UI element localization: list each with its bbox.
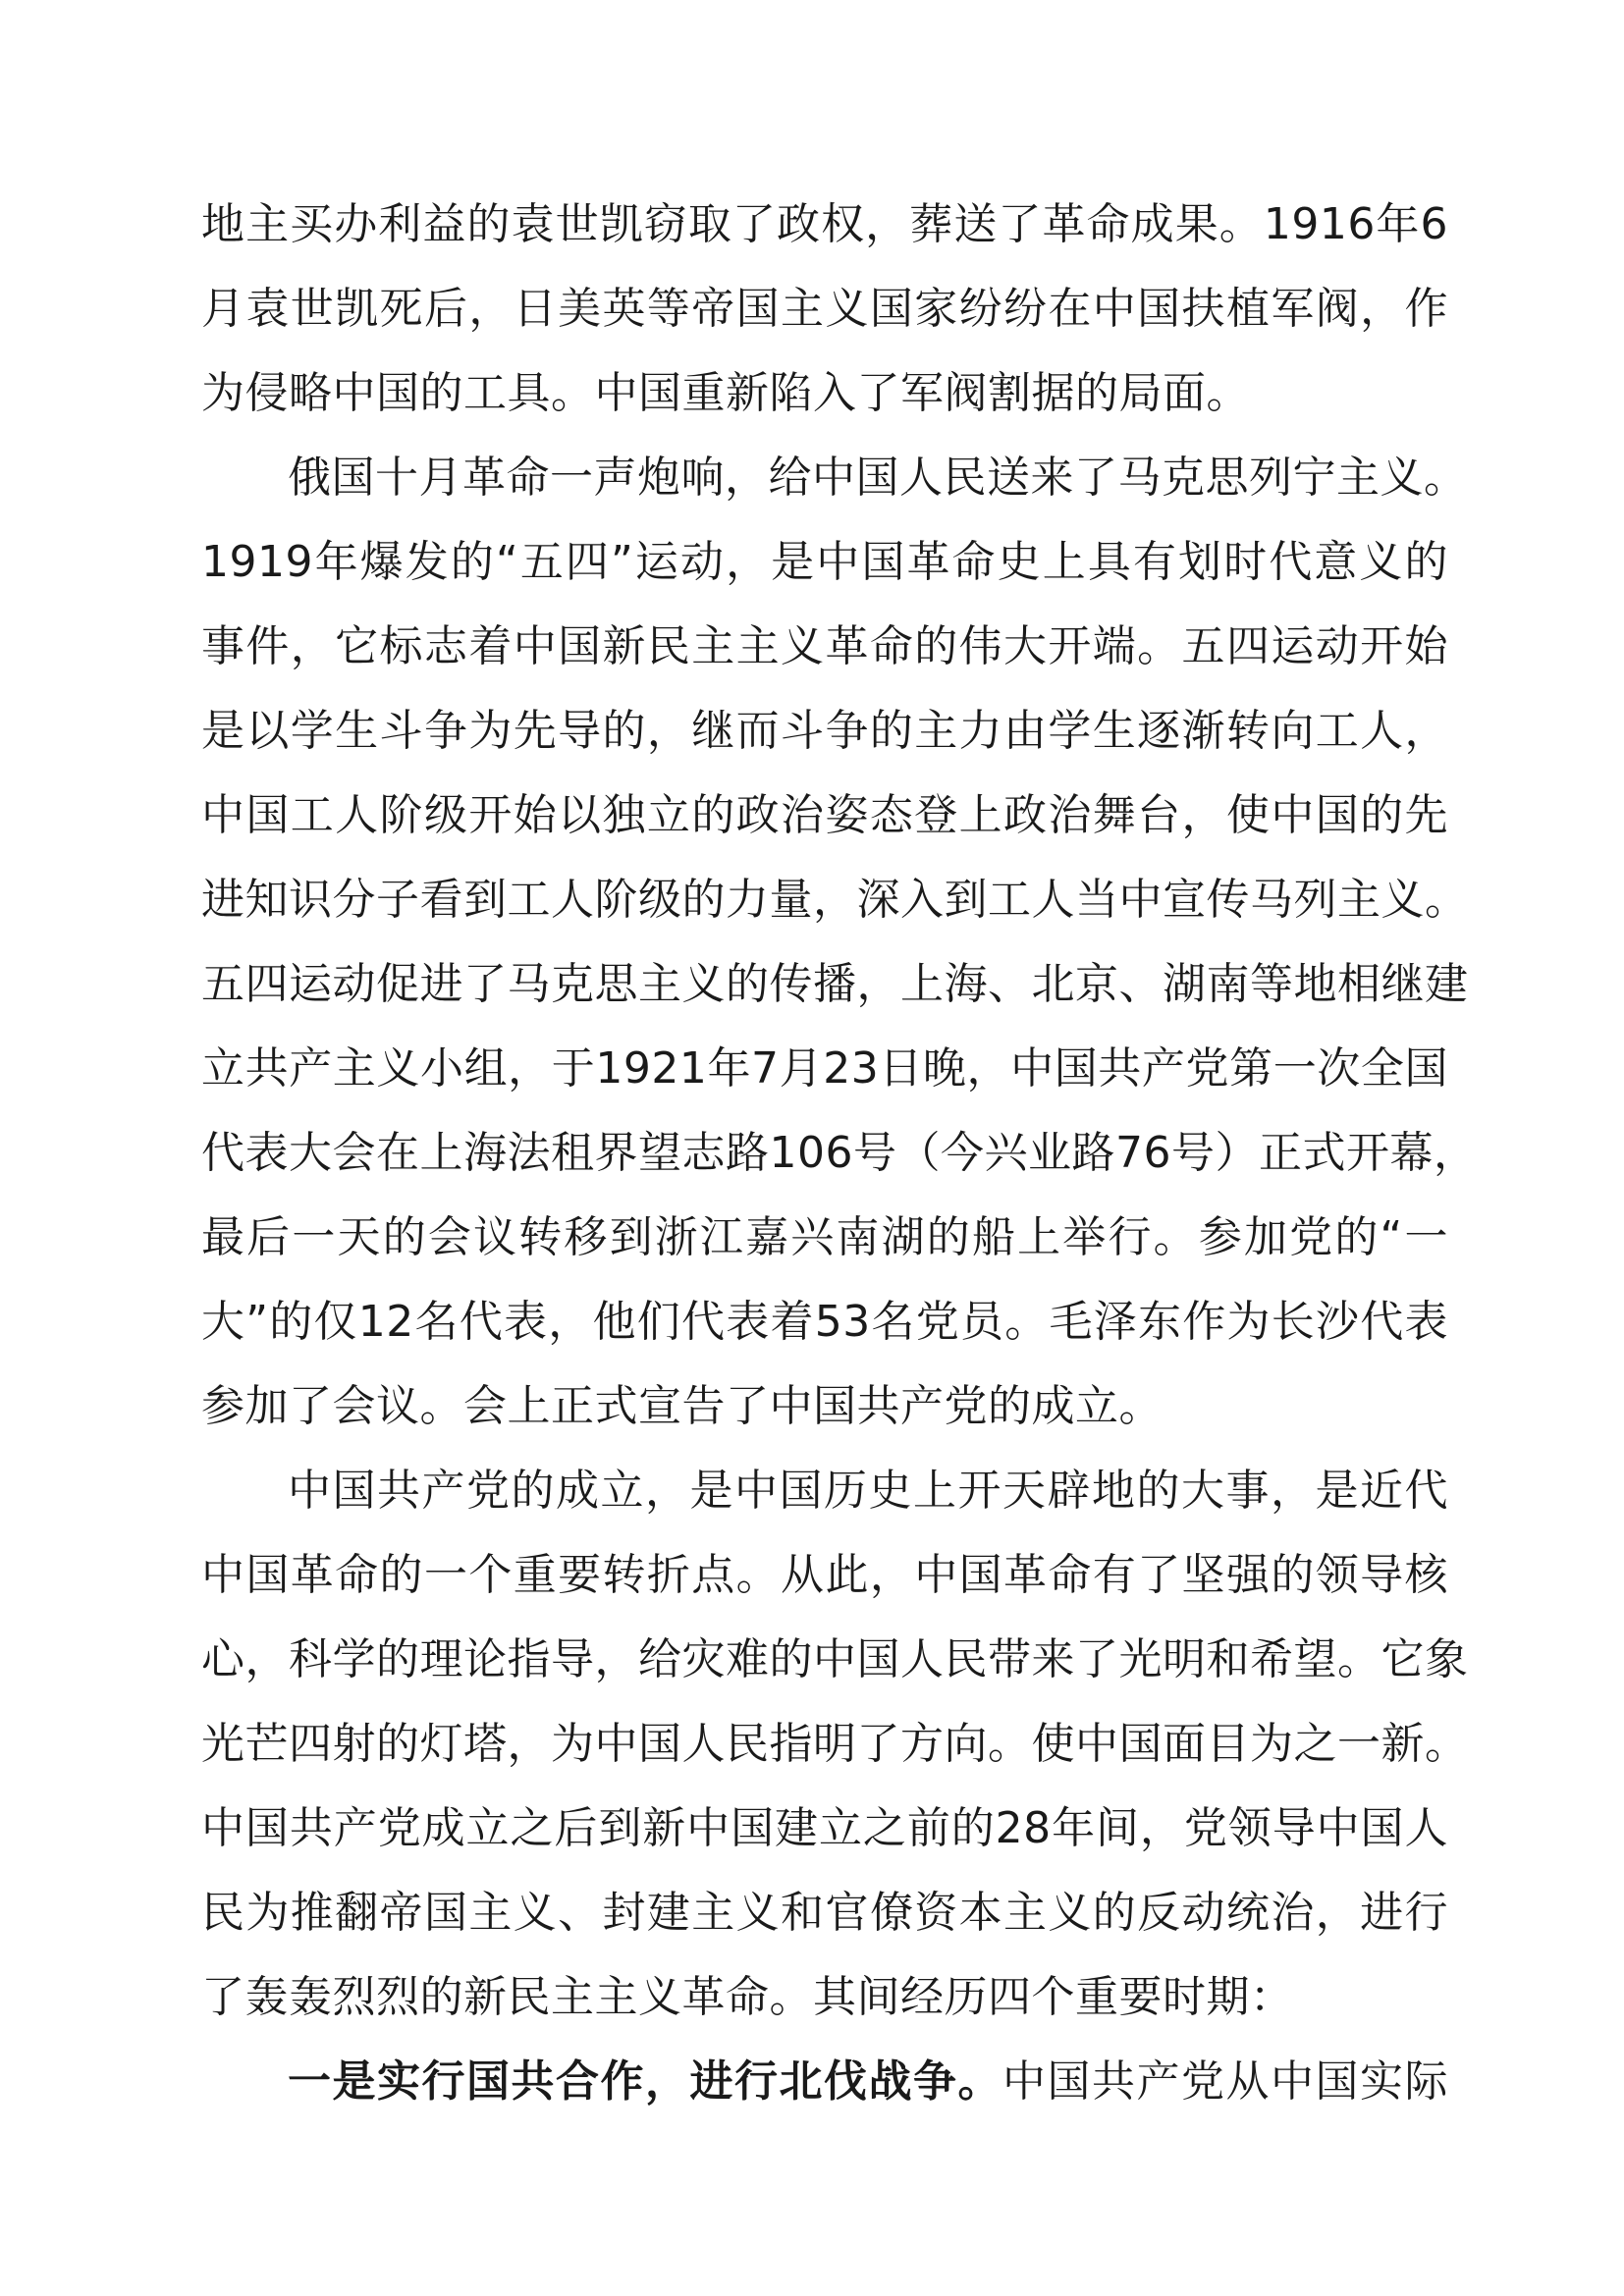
- text-line: 中国革命的一个重要转折点。从此，中国革命有了坚强的领导核: [201, 1550, 1448, 1600]
- text-line: [201, 2040, 1448, 2124]
- text-line: 中国共产党的成立，是中国历史上开天辟地的大事，是近代: [288, 1466, 1448, 1516]
- text-line: 地主买办利益的袁世凯窃取了政权，葬送了革命成果。1916年6: [201, 199, 1448, 249]
- text-line: 最后一天的会议转移到浙江嘉兴南湖的船上举行。参加党的“一: [201, 1212, 1448, 1262]
- text-line: 五四运动促进了马克思主义的传播，上海、北京、湖南等地相继建: [201, 959, 1469, 1009]
- paragraph-2: [201, 436, 1478, 1449]
- paragraph-3: [201, 1449, 1469, 2040]
- text-line: 进知识分子看到工人阶级的力量，深入到工人当中宣传马列主义。: [201, 875, 1469, 925]
- text-line: 俄国十月革命一声炮响，给中国人民送来了马克思列宁主义。: [288, 453, 1468, 503]
- text-line: 1919年爆发的“五四”运动，是中国革命史上具有划时代意义的: [201, 537, 1448, 587]
- text-line: 了轰轰烈烈的新民主主义革命。其间经历四个重要时期：: [201, 1972, 1294, 2022]
- text-line: 是以学生斗争为先导的，继而斗争的主力由学生逐渐转向工人，: [201, 706, 1448, 756]
- text-line: 光芒四射的灯塔，为中国人民指明了方向。使中国面目为之一新。: [201, 1719, 1469, 1769]
- text-line: 心，科学的理论指导，给灾难的中国人民带来了光明和希望。它象: [201, 1634, 1469, 1684]
- text-line: 参加了会议。会上正式宣告了中国共产党的成立。: [201, 1381, 1163, 1431]
- text-run: 中国共产党从中国实际: [1002, 2056, 1448, 2107]
- paragraph-1: [201, 183, 1448, 436]
- text-line: 为侵略中国的工具。中国重新陷入了军阀割据的局面。: [201, 368, 1250, 418]
- text-line: 中国共产党成立之后到新中国建立之前的28年间，党领导中国人: [201, 1803, 1448, 1853]
- text-line: 中国工人阶级开始以独立的政治姿态登上政治舞台，使中国的先: [201, 790, 1448, 840]
- paragraph-4: [201, 2040, 1448, 2124]
- text-line: 事件，它标志着中国新民主主义革命的伟大开端。五四运动开始: [201, 621, 1448, 671]
- text-line: 代表大会在上海法租界望志路106号（今兴业路76号）正式开幕，: [201, 1128, 1478, 1178]
- bold-heading: 一是实行国共合作，进行北伐战争。: [288, 2056, 1002, 2107]
- text-line: 大”的仅12名代表，他们代表着53名党员。毛泽东作为长沙代表: [201, 1297, 1448, 1347]
- text-line: 月袁世凯死后，日美英等帝国主义国家纷纷在中国扶植军阀，作: [201, 284, 1448, 334]
- text-line: 立共产主义小组，于1921年7月23日晚，中国共产党第一次全国: [201, 1043, 1448, 1094]
- text-line: 民为推翻帝国主义、封建主义和官僚资本主义的反动统治，进行: [201, 1888, 1448, 1938]
- document-body: [201, 183, 1478, 2124]
